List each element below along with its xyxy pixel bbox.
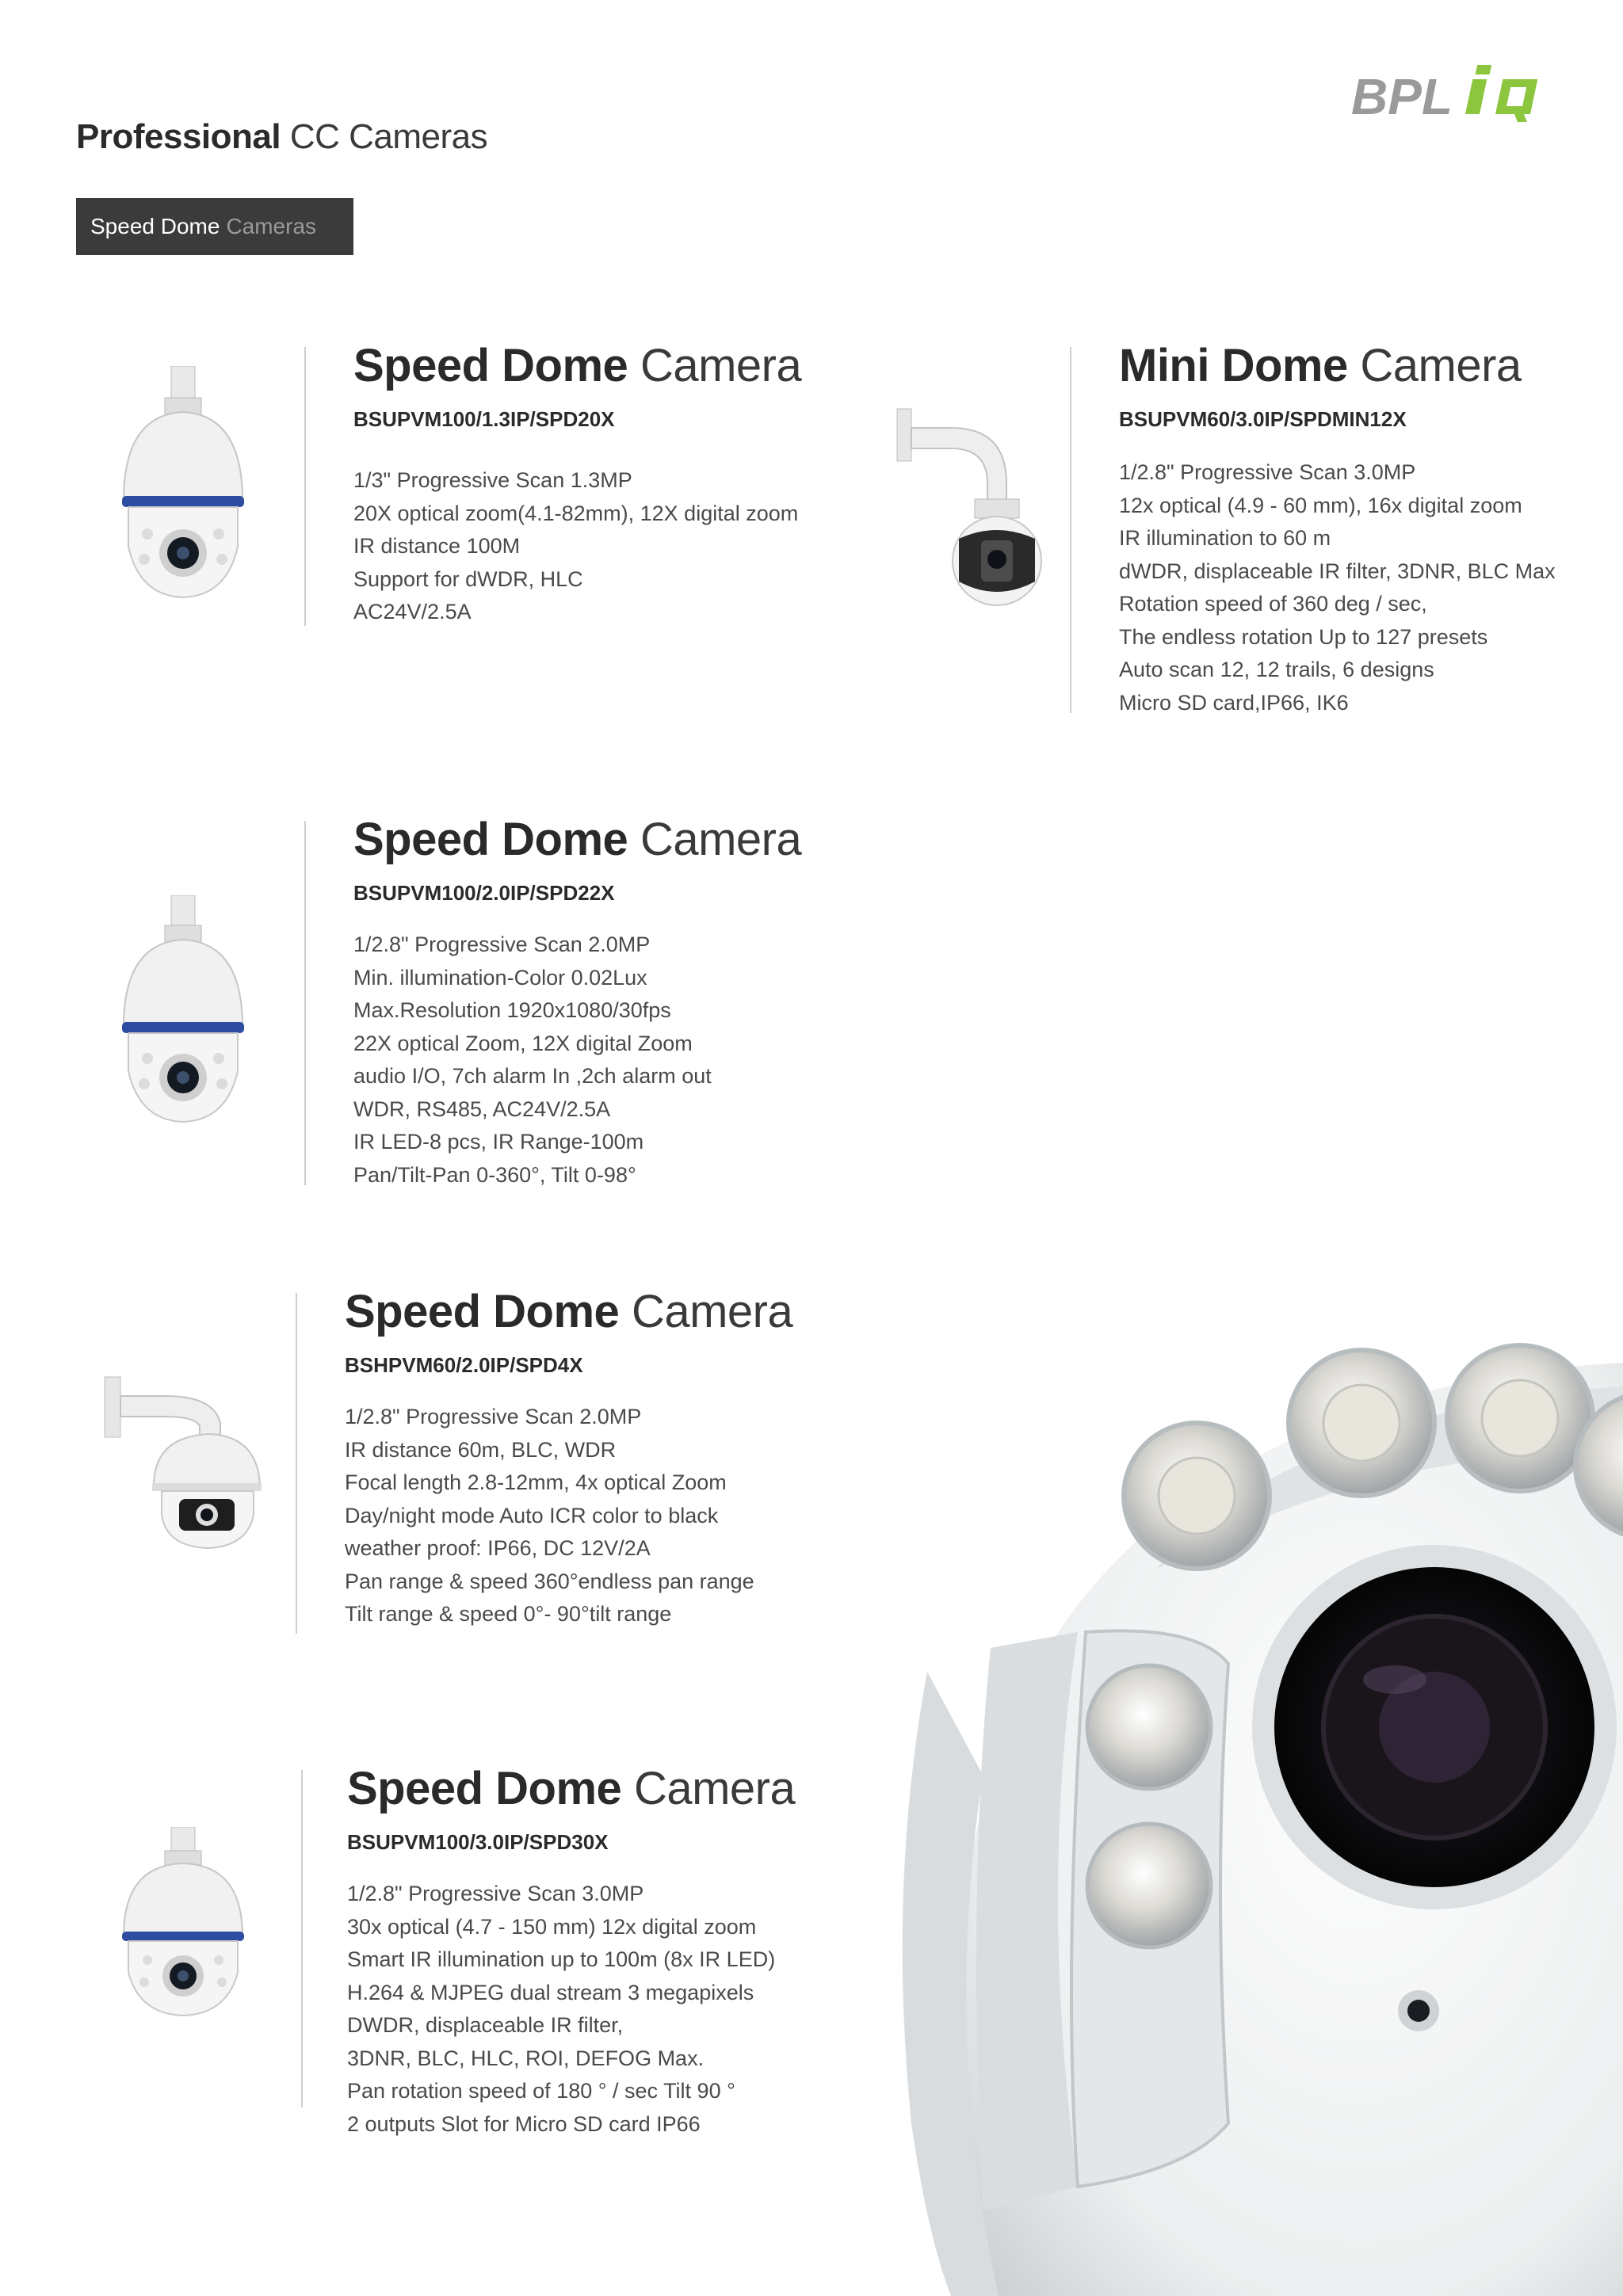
spec-item: 20X optical zoom(4.1-82mm), 12X digital zoom [353,501,799,525]
spec-item: DWDR, displaceable IR filter, [347,2013,624,2037]
spec-item: IR LED-8 pcs, IR Range-100m [353,1130,644,1154]
product-name: Speed Dome Camera [345,1286,793,1337]
product-name: Mini Dome Camera [1119,340,1522,391]
spec-item: Min. illumination-Color 0.02Lux [353,965,647,990]
svg-text:BPL: BPL [1351,68,1453,125]
product-name: Speed Dome Camera [353,814,802,865]
spec-item: audio I/O, 7ch alarm In ,2ch alarm out [353,1064,712,1088]
spec-item: Max.Resolution 1920x1080/30fps [353,998,671,1022]
spec-item: 1/2.8" Progressive Scan 3.0MP [1119,460,1416,484]
divider [296,1293,297,1634]
spec-item: Micro SD card,IP66, IK6 [1119,690,1349,715]
spec-item: H.264 & MJPEG dual stream 3 megapixels [347,1980,754,2004]
spec-item: Tilt range & speed 0°- 90°tilt range [345,1602,672,1626]
spec-item: The endless rotation Up to 127 presets [1119,624,1488,649]
product-name: Speed Dome Camera [347,1763,796,1814]
spec-item: 1/2.8" Progressive Scan 3.0MP [347,1882,644,1905]
spec-item: 3DNR, BLC, HLC, ROI, DEFOG Max. [347,2046,705,2070]
mini-dome-camera-image [896,404,1046,610]
divider [301,1770,303,2107]
spec-list [345,1401,754,1631]
spec-list [347,1878,775,2141]
spec-list [353,464,798,629]
speed-dome-camera-image [116,1827,250,2017]
spec-item: IR distance 60m, BLC, WDR [345,1437,617,1462]
speed-dome-wall-mount-camera-image [103,1367,262,1550]
page-title: Professional CC Cameras [76,117,488,156]
spec-item: 22X optical Zoom, 12X digital Zoom [353,1031,693,1055]
spec-item: Auto scan 12, 12 trails, 6 designs [1119,658,1434,681]
spec-item: Pan/Tilt-Pan 0-360°, Tilt 0-98° [353,1162,636,1187]
product-model: BSUPVM60/3.0IP/SPDMIN12X [1119,407,1407,431]
spec-item: Focal length 2.8-12mm, 4x optical Zoom [345,1470,727,1494]
camera-closeup-image [880,1331,1623,2296]
spec-item: 1/2.8" Progressive Scan 2.0MP [353,933,651,956]
speed-dome-camera-image [116,366,250,602]
category-tag: Speed Dome Cameras [76,198,353,255]
product-name: Speed Dome Camera [353,340,802,391]
product-model: BSHPVM60/2.0IP/SPD4X [345,1353,583,1377]
product-model: BSUPVM100/2.0IP/SPD22X [353,881,615,905]
spec-item: Pan rotation speed of 180 ° / sec Tilt 90 ° [347,2079,735,2103]
spec-item: IR illumination to 60 m [1119,526,1331,550]
spec-item: IR distance 100M [353,534,521,558]
spec-item: 30x optical (4.7 - 150 mm) 12x digital zoom [347,1914,757,1939]
spec-item: 1/3" Progressive Scan 1.3MP [353,468,632,492]
spec-list [1119,456,1556,719]
spec-item: Support for dWDR, HLC [353,566,583,591]
spec-item: WDR, RS485, AC24V/2.5A [353,1097,611,1121]
spec-item: Rotation speed of 360 deg / sec, [1119,592,1427,616]
spec-item: Pan range & speed 360°endless pan range [345,1569,754,1593]
spec-item: 1/2.8" Progressive Scan 2.0MP [345,1405,642,1428]
spec-list [353,929,712,1192]
product-model: BSUPVM100/1.3IP/SPD20X [353,407,615,431]
spec-item: dWDR, displaceable IR filter, 3DNR, BLC Max [1119,559,1556,583]
spec-item: AC24V/2.5A [353,600,472,624]
spec-item: 12x optical (4.9 - 60 mm), 16x digital zoom [1119,493,1522,517]
bpl-iq-logo [1351,62,1549,125]
spec-item: 2 outputs Slot for Micro SD card IP66 [347,2111,701,2136]
product-model: BSUPVM100/3.0IP/SPD30X [347,1830,609,1854]
divider [1070,347,1071,713]
spec-item: weather proof: IP66, DC 12V/2A [345,1536,651,1560]
speed-dome-camera-image [116,895,250,1125]
divider [304,347,306,626]
spec-item: Smart IR illumination up to 100m (8x IR LED) [347,1947,776,1971]
spec-item: Day/night mode Auto ICR color to black [345,1503,719,1527]
divider [304,821,306,1185]
